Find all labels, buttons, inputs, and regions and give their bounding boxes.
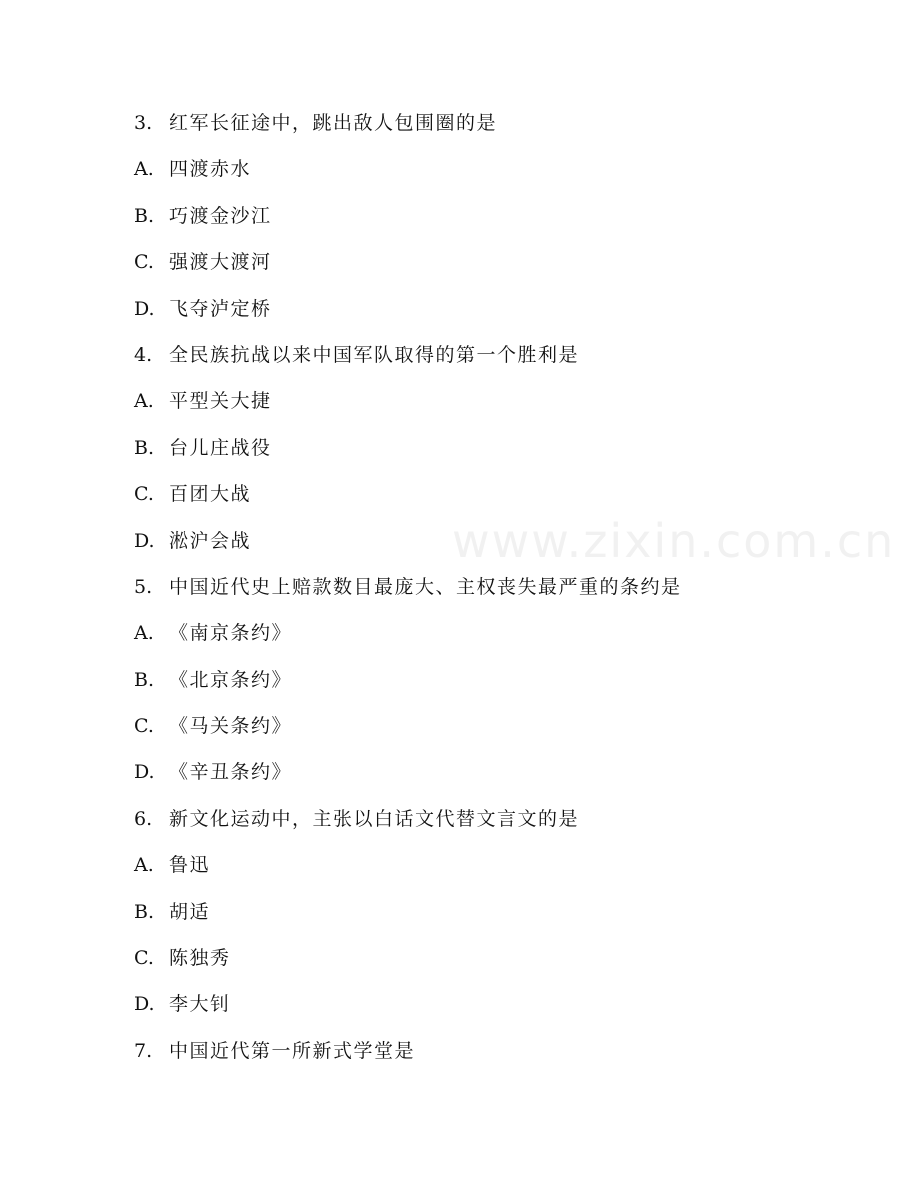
option-text: 飞夺泸定桥 <box>169 297 272 320</box>
option-line <box>134 661 854 707</box>
option-text: 平型关大捷 <box>169 390 272 413</box>
option-letter: B. <box>134 436 155 459</box>
question-number: 4. <box>134 343 153 366</box>
option-line <box>134 753 854 799</box>
option-line <box>134 290 854 336</box>
option-letter: C. <box>134 483 154 506</box>
question-line <box>134 568 854 614</box>
option-letter: B. <box>134 204 155 227</box>
option-line <box>134 707 854 753</box>
option-text: 《北京条约》 <box>169 668 293 691</box>
option-text: 台儿庄战役 <box>169 436 272 459</box>
option-letter: D. <box>134 297 155 320</box>
option-line <box>134 382 854 428</box>
option-letter: B. <box>134 900 155 923</box>
question-line <box>134 1032 854 1078</box>
option-letter: D. <box>134 529 155 552</box>
question-number: 7. <box>134 1039 153 1062</box>
option-letter: A. <box>134 622 154 645</box>
option-text: 《南京条约》 <box>169 622 293 645</box>
option-text: 鲁迅 <box>169 854 211 877</box>
option-letter: A. <box>134 390 154 413</box>
option-text: 《辛丑条约》 <box>169 761 293 784</box>
option-line <box>134 893 854 939</box>
question-line <box>134 800 854 846</box>
option-text: 李大钊 <box>169 993 231 1016</box>
question-text: 中国近代第一所新式学堂是 <box>169 1039 416 1062</box>
option-text: 巧渡金沙江 <box>169 204 272 227</box>
option-text: 强渡大渡河 <box>169 251 272 274</box>
option-text: 百团大战 <box>169 483 252 506</box>
question-number: 6. <box>134 807 153 830</box>
option-text: 四渡赤水 <box>169 158 252 181</box>
option-text: 《马关条约》 <box>169 715 293 738</box>
option-letter: D. <box>134 993 155 1016</box>
option-text: 淞沪会战 <box>169 529 252 552</box>
option-line <box>134 197 854 243</box>
question-line <box>134 104 854 150</box>
question-text: 全民族抗战以来中国军队取得的第一个胜利是 <box>169 343 580 366</box>
option-letter: C. <box>134 947 154 970</box>
option-line <box>134 939 854 985</box>
option-line <box>134 475 854 521</box>
option-letter: C. <box>134 251 154 274</box>
option-text: 胡适 <box>169 900 211 923</box>
question-number: 3. <box>134 112 153 134</box>
option-letter: D. <box>134 761 155 784</box>
question-number: 5. <box>134 575 153 598</box>
option-line <box>134 985 854 1031</box>
option-line <box>134 243 854 289</box>
option-line <box>134 522 854 568</box>
question-line <box>134 336 854 382</box>
option-line <box>134 150 854 196</box>
option-letter: B. <box>134 668 155 691</box>
option-line <box>134 614 854 660</box>
watermark: www.zixin.com.cn <box>452 514 896 568</box>
option-line <box>134 429 854 475</box>
question-text: 红军长征途中，跳出敌人包围圈的是 <box>169 112 498 134</box>
option-text: 陈独秀 <box>169 947 231 970</box>
option-letter: A. <box>134 854 154 877</box>
question-text: 中国近代史上赔款数目最庞大、主权丧失最严重的条约是 <box>169 575 682 598</box>
question-text: 新文化运动中，主张以白话文代替文言文的是 <box>169 807 580 830</box>
option-letter: A. <box>134 158 154 181</box>
question-list <box>134 104 854 1078</box>
option-letter: C. <box>134 715 154 738</box>
option-line <box>134 846 854 892</box>
